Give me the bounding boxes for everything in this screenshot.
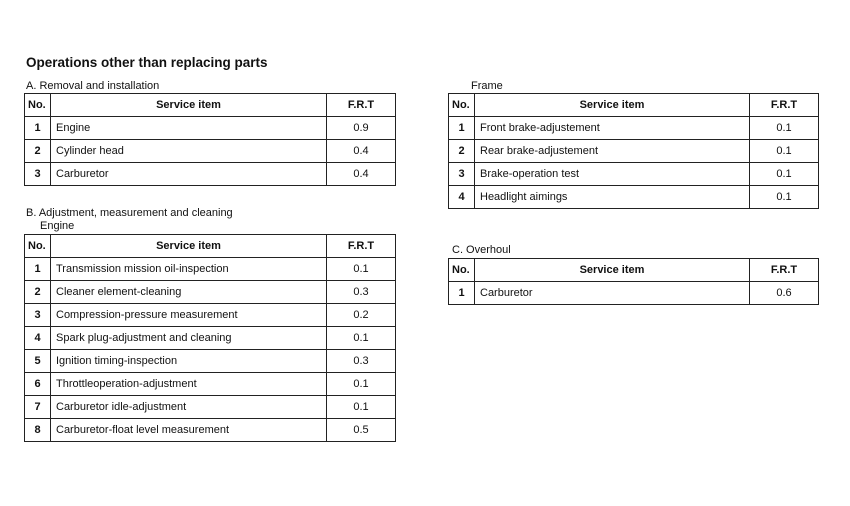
row-number: 1 bbox=[449, 117, 475, 140]
column-header-service-item: Service item bbox=[475, 259, 750, 282]
column-header-frt: F.R.T bbox=[327, 235, 396, 258]
frt-value: 0.3 bbox=[327, 350, 396, 373]
service-item: Rear brake-adjustement bbox=[475, 140, 750, 163]
table-header-row bbox=[449, 94, 819, 117]
column-header-no: No. bbox=[449, 94, 475, 117]
frt-value: 0.1 bbox=[750, 117, 819, 140]
service-item: Spark plug-adjustment and cleaning bbox=[51, 327, 327, 350]
frt-value: 0.1 bbox=[750, 140, 819, 163]
frt-value: 0.4 bbox=[327, 163, 396, 186]
row-number: 6 bbox=[25, 373, 51, 396]
table-row bbox=[25, 419, 396, 442]
removal-caption: A. Removal and installation bbox=[26, 80, 160, 92]
column-header-no: No. bbox=[25, 94, 51, 117]
table-row bbox=[449, 186, 819, 209]
service-item: Cylinder head bbox=[51, 140, 327, 163]
column-header-frt: F.R.T bbox=[750, 94, 819, 117]
row-number: 8 bbox=[25, 419, 51, 442]
table-row bbox=[25, 327, 396, 350]
frt-value: 0.2 bbox=[327, 304, 396, 327]
column-header-service-item: Service item bbox=[51, 94, 327, 117]
frt-value: 0.4 bbox=[327, 140, 396, 163]
page-title: Operations other than replacing parts bbox=[26, 55, 268, 70]
frt-value: 0.9 bbox=[327, 117, 396, 140]
table-row bbox=[449, 140, 819, 163]
frt-value: 0.1 bbox=[750, 163, 819, 186]
column-header-frt: F.R.T bbox=[327, 94, 396, 117]
overhaul-table bbox=[448, 258, 819, 305]
table-row bbox=[25, 373, 396, 396]
frt-value: 0.1 bbox=[327, 327, 396, 350]
frt-value: 0.1 bbox=[327, 396, 396, 419]
frt-value: 0.1 bbox=[327, 373, 396, 396]
table-header-row bbox=[449, 259, 819, 282]
frame-table bbox=[448, 93, 819, 209]
frt-value: 0.3 bbox=[327, 281, 396, 304]
frt-value: 0.5 bbox=[327, 419, 396, 442]
service-item: Brake-operation test bbox=[475, 163, 750, 186]
row-number: 1 bbox=[25, 117, 51, 140]
service-item: Carburetor bbox=[475, 282, 750, 305]
row-number: 1 bbox=[449, 282, 475, 305]
engine-caption: Engine bbox=[40, 220, 75, 232]
frame-caption: Frame bbox=[471, 80, 503, 92]
row-number: 3 bbox=[449, 163, 475, 186]
row-number: 5 bbox=[25, 350, 51, 373]
table-row bbox=[25, 258, 396, 281]
row-number: 4 bbox=[25, 327, 51, 350]
row-number: 3 bbox=[25, 163, 51, 186]
table-row bbox=[449, 282, 819, 305]
column-header-no: No. bbox=[449, 259, 475, 282]
table-header-row bbox=[25, 235, 396, 258]
service-item: Compression-pressure measurement bbox=[51, 304, 327, 327]
column-header-service-item: Service item bbox=[475, 94, 750, 117]
service-item: Transmission mission oil-inspection bbox=[51, 258, 327, 281]
column-header-service-item: Service item bbox=[51, 235, 327, 258]
service-item: Ignition timing-inspection bbox=[51, 350, 327, 373]
service-item: Throttleoperation-adjustment bbox=[51, 373, 327, 396]
row-number: 2 bbox=[25, 140, 51, 163]
table-header-row bbox=[25, 94, 396, 117]
service-item: Headlight aimings bbox=[475, 186, 750, 209]
table-row bbox=[25, 396, 396, 419]
frt-value: 0.1 bbox=[750, 186, 819, 209]
service-item: Cleaner element-cleaning bbox=[51, 281, 327, 304]
column-header-frt: F.R.T bbox=[750, 259, 819, 282]
table-row bbox=[25, 304, 396, 327]
column-header-no: No. bbox=[25, 235, 51, 258]
table-row bbox=[25, 281, 396, 304]
table-row bbox=[25, 117, 396, 140]
frt-value: 0.1 bbox=[327, 258, 396, 281]
frt-value: 0.6 bbox=[750, 282, 819, 305]
row-number: 4 bbox=[449, 186, 475, 209]
engine-table bbox=[24, 234, 396, 442]
table-row bbox=[25, 350, 396, 373]
service-item: Engine bbox=[51, 117, 327, 140]
removal-table bbox=[24, 93, 396, 186]
service-item: Carburetor-float level measurement bbox=[51, 419, 327, 442]
table-row bbox=[449, 163, 819, 186]
service-item: Carburetor idle-adjustment bbox=[51, 396, 327, 419]
table-row bbox=[449, 117, 819, 140]
adjustment-caption: B. Adjustment, measurement and cleaning bbox=[26, 207, 233, 219]
overhaul-caption: C. Overhoul bbox=[452, 244, 511, 256]
service-item: Carburetor bbox=[51, 163, 327, 186]
row-number: 7 bbox=[25, 396, 51, 419]
table-row bbox=[25, 163, 396, 186]
table-row bbox=[25, 140, 396, 163]
row-number: 3 bbox=[25, 304, 51, 327]
row-number: 2 bbox=[25, 281, 51, 304]
row-number: 2 bbox=[449, 140, 475, 163]
row-number: 1 bbox=[25, 258, 51, 281]
service-item: Front brake-adjustement bbox=[475, 117, 750, 140]
